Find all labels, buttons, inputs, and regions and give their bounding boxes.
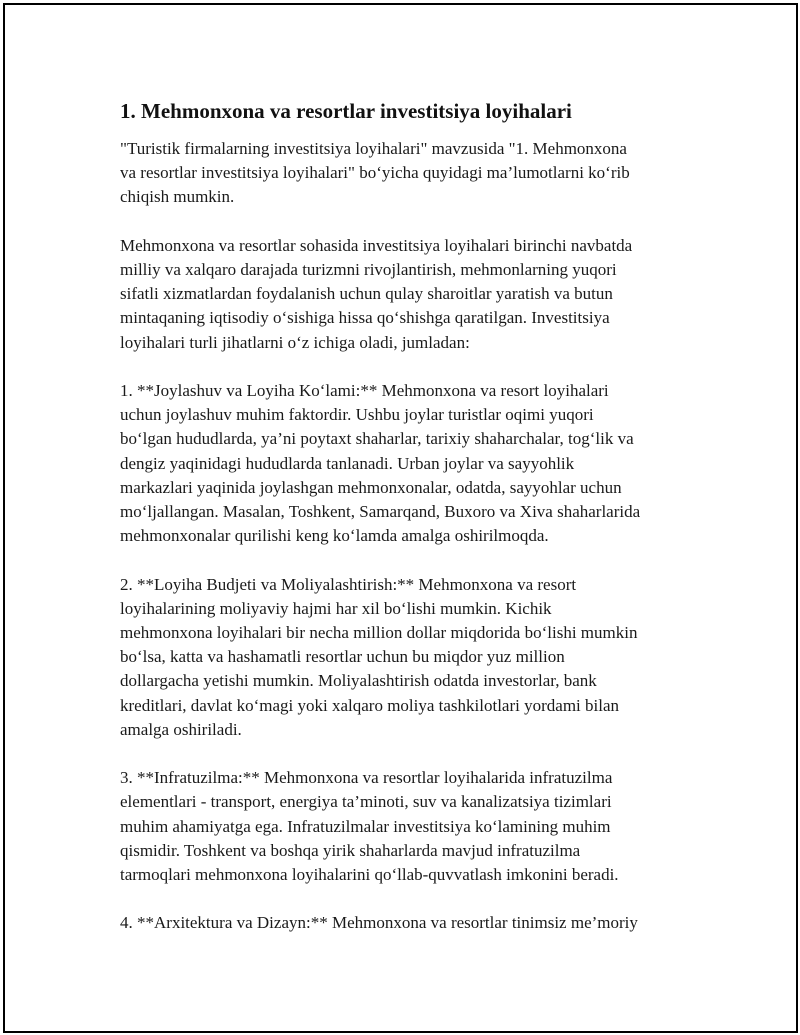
document-body (120, 97, 695, 960)
list-item-location: 1. **Joylashuv va Loyiha Ko‘lami:** Mehmonxona va resort loyihalari uchun joylashuv muhim faktordir. Ushbu joylar turistlar oqimi yuqori bo‘lgan hududlarda, ya’ni poytaxt shaharlar, tarixiy shaharchalar, tog‘lik va dengiz yaqinidagi hududlarda tanlanadi. Urban joylar va sayyohlik markazlari yaqinida joylashgan mehmonxonalar, odatda, sayyohlar uchun mo‘ljallangan. Masalan, Toshkent, Samarqand, Buxoro va Xiva shaharlarida mehmonxonalar qurilishi keng ko‘lamda amalga oshirilmoqda. (120, 381, 641, 546)
list-item-infrastructure: 3. **Infratuzilma:** Mehmonxona va resortlar loyihalarida infratuzilma elementlari - transport, energiya ta’minoti, suv va kanalizatsiya tizimlari muhim ahamiyatga ega. Infratuzilmalar investitsiya ko‘lamining muhim qismidir. Toshkent va boshqa yirik shaharlarda mavjud infratuzilma tarmoqlari mehmonxona loyihalarini qo‘llab-quvvatlash imkonini beradi. (120, 768, 619, 885)
list-item-architecture: 4. **Arxitektura va Dizayn:** Mehmonxona va resortlar tinimsiz me’moriy (120, 913, 638, 933)
list-item-budget: 2. **Loyiha Budjeti va Moliyalashtirish:** Mehmonxona va resort loyihalarining moliyaviy hajmi har xil bo‘lishi mumkin. Kichik mehmonxona loyihalari bir necha million dollar miqdorida bo‘lishi mumkin bo‘lsa, katta va hashamatli resortlar uchun bu miqdor yuz million dollargacha yetishi mumkin. Moliyalashtirish odatda investorlar, bank kreditlari, davlat ko‘magi yoki xalqaro moliya tashkilotlari yordami bilan amalga oshiriladi. (120, 574, 638, 739)
intro-paragraph: "Turistik firmalarning investitsiya loyihalari" mavzusida "1. Mehmonxona va resortlar investitsiya loyihalari" bo‘yicha quyidagi ma’lumotlarni ko‘rib chiqish mumkin. (120, 139, 630, 207)
page-frame (3, 3, 798, 1033)
document-title: 1. Mehmonxona va resortlar investitsiya loyihalari (120, 99, 572, 123)
overview-paragraph: Mehmonxona va resortlar sohasida investitsiya loyihalari birinchi navbatda milliy va xalqaro darajada turizmni rivojlantirish, mehmonlarning yuqori sifatli xizmatlardan foydalanish uchun qulay sharoitlar yaratish va butun mintaqaning iqtisodiy o‘sishiga hissa qo‘shishga qaratilgan. Investitsiya loyihalari turli jihatlarni o‘z ichiga oladi, jumladan: (120, 235, 633, 352)
